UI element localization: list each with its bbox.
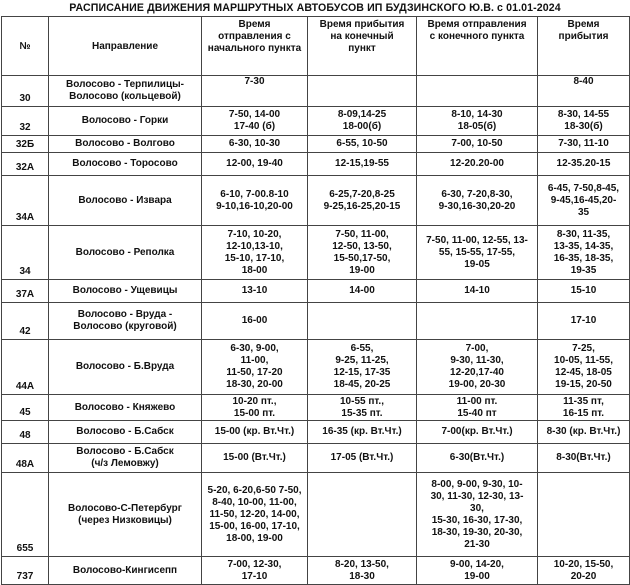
depart-end-time: 12-20.20-00 [417, 153, 538, 176]
route-number: 34 [2, 226, 49, 280]
arrive-time: 8-40 [538, 76, 630, 107]
arrive-time: 6-45, 7-50,8-45, 9-45,16-45,20- 35 [538, 176, 630, 226]
depart-end-time: 6-30, 7-20,8-30, 9-30,16-30,20-20 [417, 176, 538, 226]
route-direction: Волосово - Б.Сабск [49, 421, 202, 444]
header-depart-start: Время отправления с начального пункта [202, 17, 308, 76]
schedule-table [1, 16, 630, 585]
table-row [2, 107, 630, 136]
route-number: 37А [2, 280, 49, 303]
arrive-time: 17-10 [538, 303, 630, 340]
arrive-time: 7-30, 11-10 [538, 136, 630, 153]
depart-start-time: 15-00 (кр. Вт.Чт.) [202, 421, 308, 444]
table-row [2, 444, 630, 473]
arrive-time: 8-30(Вт.Чт.) [538, 444, 630, 473]
arrive-time: 15-10 [538, 280, 630, 303]
arrive-time: 11-35 пт, 16-15 пт. [538, 395, 630, 421]
route-direction: Волосово - Волгово [49, 136, 202, 153]
table-row [2, 226, 630, 280]
depart-start-time: 6-10, 7-00.8-10 9-10,16-10,20-00 [202, 176, 308, 226]
depart-end-time: 9-00, 14-20, 19-00 [417, 557, 538, 585]
table-row [2, 76, 630, 107]
table-row [2, 395, 630, 421]
route-direction: Волосово - Реполка [49, 226, 202, 280]
arrive-end-time [308, 76, 417, 107]
arrive-end-time: 6-25,7-20,8-25 9-25,16-25,20-15 [308, 176, 417, 226]
header-depart-end: Время отправления с конечного пункта [417, 17, 538, 76]
route-number: 44А [2, 340, 49, 395]
route-number: 32 [2, 107, 49, 136]
table-row [2, 136, 630, 153]
arrive-end-time: 8-20, 13-50, 18-30 [308, 557, 417, 585]
arrive-time: 7-25, 10-05, 11-55, 12-45, 18-05 19-15, 20-50 [538, 340, 630, 395]
arrive-end-time: 6-55, 10-50 [308, 136, 417, 153]
depart-start-time: 5-20, 6-20,6-50 7-50, 8-40, 10-00, 11-00, 11-50, 12-20, 14-00, 15-00, 16-00, 17-10, 18-00, 19-00 [202, 473, 308, 557]
route-number: 32Б [2, 136, 49, 153]
arrive-time: 10-20, 15-50, 20-20 [538, 557, 630, 585]
header-num: № [2, 17, 49, 76]
depart-start-time: 6-30, 10-30 [202, 136, 308, 153]
depart-start-time: 7-00, 12-30, 17-10 [202, 557, 308, 585]
depart-start-time: 15-00 (Вт.Чт.) [202, 444, 308, 473]
route-number: 655 [2, 473, 49, 557]
route-direction: Волосово - Торосово [49, 153, 202, 176]
depart-end-time: 7-00(кр. Вт.Чт.) [417, 421, 538, 444]
arrive-end-time: 12-15,19-55 [308, 153, 417, 176]
table-row [2, 303, 630, 340]
route-direction: Волосово - Терпилицы- Волосово (кольцевой) [49, 76, 202, 107]
table-row [2, 176, 630, 226]
depart-start-time: 16-00 [202, 303, 308, 340]
arrive-end-time: 10-55 пт., 15-35 пт. [308, 395, 417, 421]
route-number: 48 [2, 421, 49, 444]
depart-end-time [417, 303, 538, 340]
table-row [2, 557, 630, 585]
route-direction: Волосово-С-Петербург (через Низковицы) [49, 473, 202, 557]
arrive-time: 8-30, 14-55 18-30(б) [538, 107, 630, 136]
depart-start-time: 13-10 [202, 280, 308, 303]
arrive-end-time: 6-55, 9-25, 11-25, 12-15, 17-35 18-45, 20-25 [308, 340, 417, 395]
route-number: 45 [2, 395, 49, 421]
page-title: РАСПИСАНИЕ ДВИЖЕНИЯ МАРШРУТНЫХ АВТОБУСОВ ИП БУДЗИНСКОГО Ю.В. с 01.01-2024 [69, 2, 561, 14]
header-arrive: Время прибытия [538, 17, 630, 76]
route-direction: Волосово - Горки [49, 107, 202, 136]
arrive-end-time [308, 303, 417, 340]
table-row [2, 153, 630, 176]
table-row [2, 280, 630, 303]
depart-end-time: 8-10, 14-30 18-05(б) [417, 107, 538, 136]
arrive-time [538, 473, 630, 557]
depart-end-time: 14-10 [417, 280, 538, 303]
depart-start-time: 12-00, 19-40 [202, 153, 308, 176]
arrive-end-time: 7-50, 11-00, 12-50, 13-50, 15-50,17-50, 19-00 [308, 226, 417, 280]
route-number: 42 [2, 303, 49, 340]
route-direction: Волосово - Вруда - Волосово (круговой) [49, 303, 202, 340]
arrive-end-time: 8-09,14-25 18-00(б) [308, 107, 417, 136]
header-arrive-end: Время прибытия на конечный пункт [308, 17, 417, 76]
route-direction: Волосово - Княжево [49, 395, 202, 421]
route-direction: Волосово - Б.Вруда [49, 340, 202, 395]
depart-end-time: 7-00, 10-50 [417, 136, 538, 153]
route-number: 48А [2, 444, 49, 473]
route-number: 737 [2, 557, 49, 585]
arrive-end-time: 14-00 [308, 280, 417, 303]
depart-end-time: 7-50, 11-00, 12-55, 13- 55, 15-55, 17-55, 19-05 [417, 226, 538, 280]
table-row [2, 473, 630, 557]
arrive-end-time: 16-35 (кр. Вт.Чт.) [308, 421, 417, 444]
depart-start-time: 7-30 [202, 76, 308, 107]
depart-end-time: 8-00, 9-00, 9-30, 10- 30, 11-30, 12-30, 13- 30, 15-30, 16-30, 17-30, 18-30, 19-30, 20-30, 21-30 [417, 473, 538, 557]
depart-end-time: 11-00 пт. 15-40 пт [417, 395, 538, 421]
route-direction: Волосово - Извара [49, 176, 202, 226]
depart-start-time: 7-50, 14-00 17-40 (б) [202, 107, 308, 136]
arrive-time: 12-35.20-15 [538, 153, 630, 176]
table-row [2, 421, 630, 444]
arrive-end-time [308, 473, 417, 557]
route-number: 34А [2, 176, 49, 226]
depart-end-time: 7-00, 9-30, 11-30, 12-20,17-40 19-00, 20-30 [417, 340, 538, 395]
depart-start-time: 7-10, 10-20, 12-10,13-10, 15-10, 17-10, 18-00 [202, 226, 308, 280]
depart-end-time: 6-30(Вт.Чт.) [417, 444, 538, 473]
arrive-end-time: 17-05 (Вт.Чт.) [308, 444, 417, 473]
arrive-time: 8-30, 11-35, 13-35, 14-35, 16-35, 18-35, 19-35 [538, 226, 630, 280]
route-direction: Волосово - Б.Сабск (ч/з Лемовжу) [49, 444, 202, 473]
route-number: 30 [2, 76, 49, 107]
route-number: 32А [2, 153, 49, 176]
table-row [2, 340, 630, 395]
table-header-row [2, 17, 630, 76]
depart-end-time [417, 76, 538, 107]
arrive-time: 8-30 (кр. Вт.Чт.) [538, 421, 630, 444]
route-direction: Волосово - Ущевицы [49, 280, 202, 303]
depart-start-time: 10-20 пт., 15-00 пт. [202, 395, 308, 421]
route-direction: Волосово-Кингисепп [49, 557, 202, 585]
header-direction: Направление [49, 17, 202, 76]
depart-start-time: 6-30, 9-00, 11-00, 11-50, 17-20 18-30, 20-00 [202, 340, 308, 395]
